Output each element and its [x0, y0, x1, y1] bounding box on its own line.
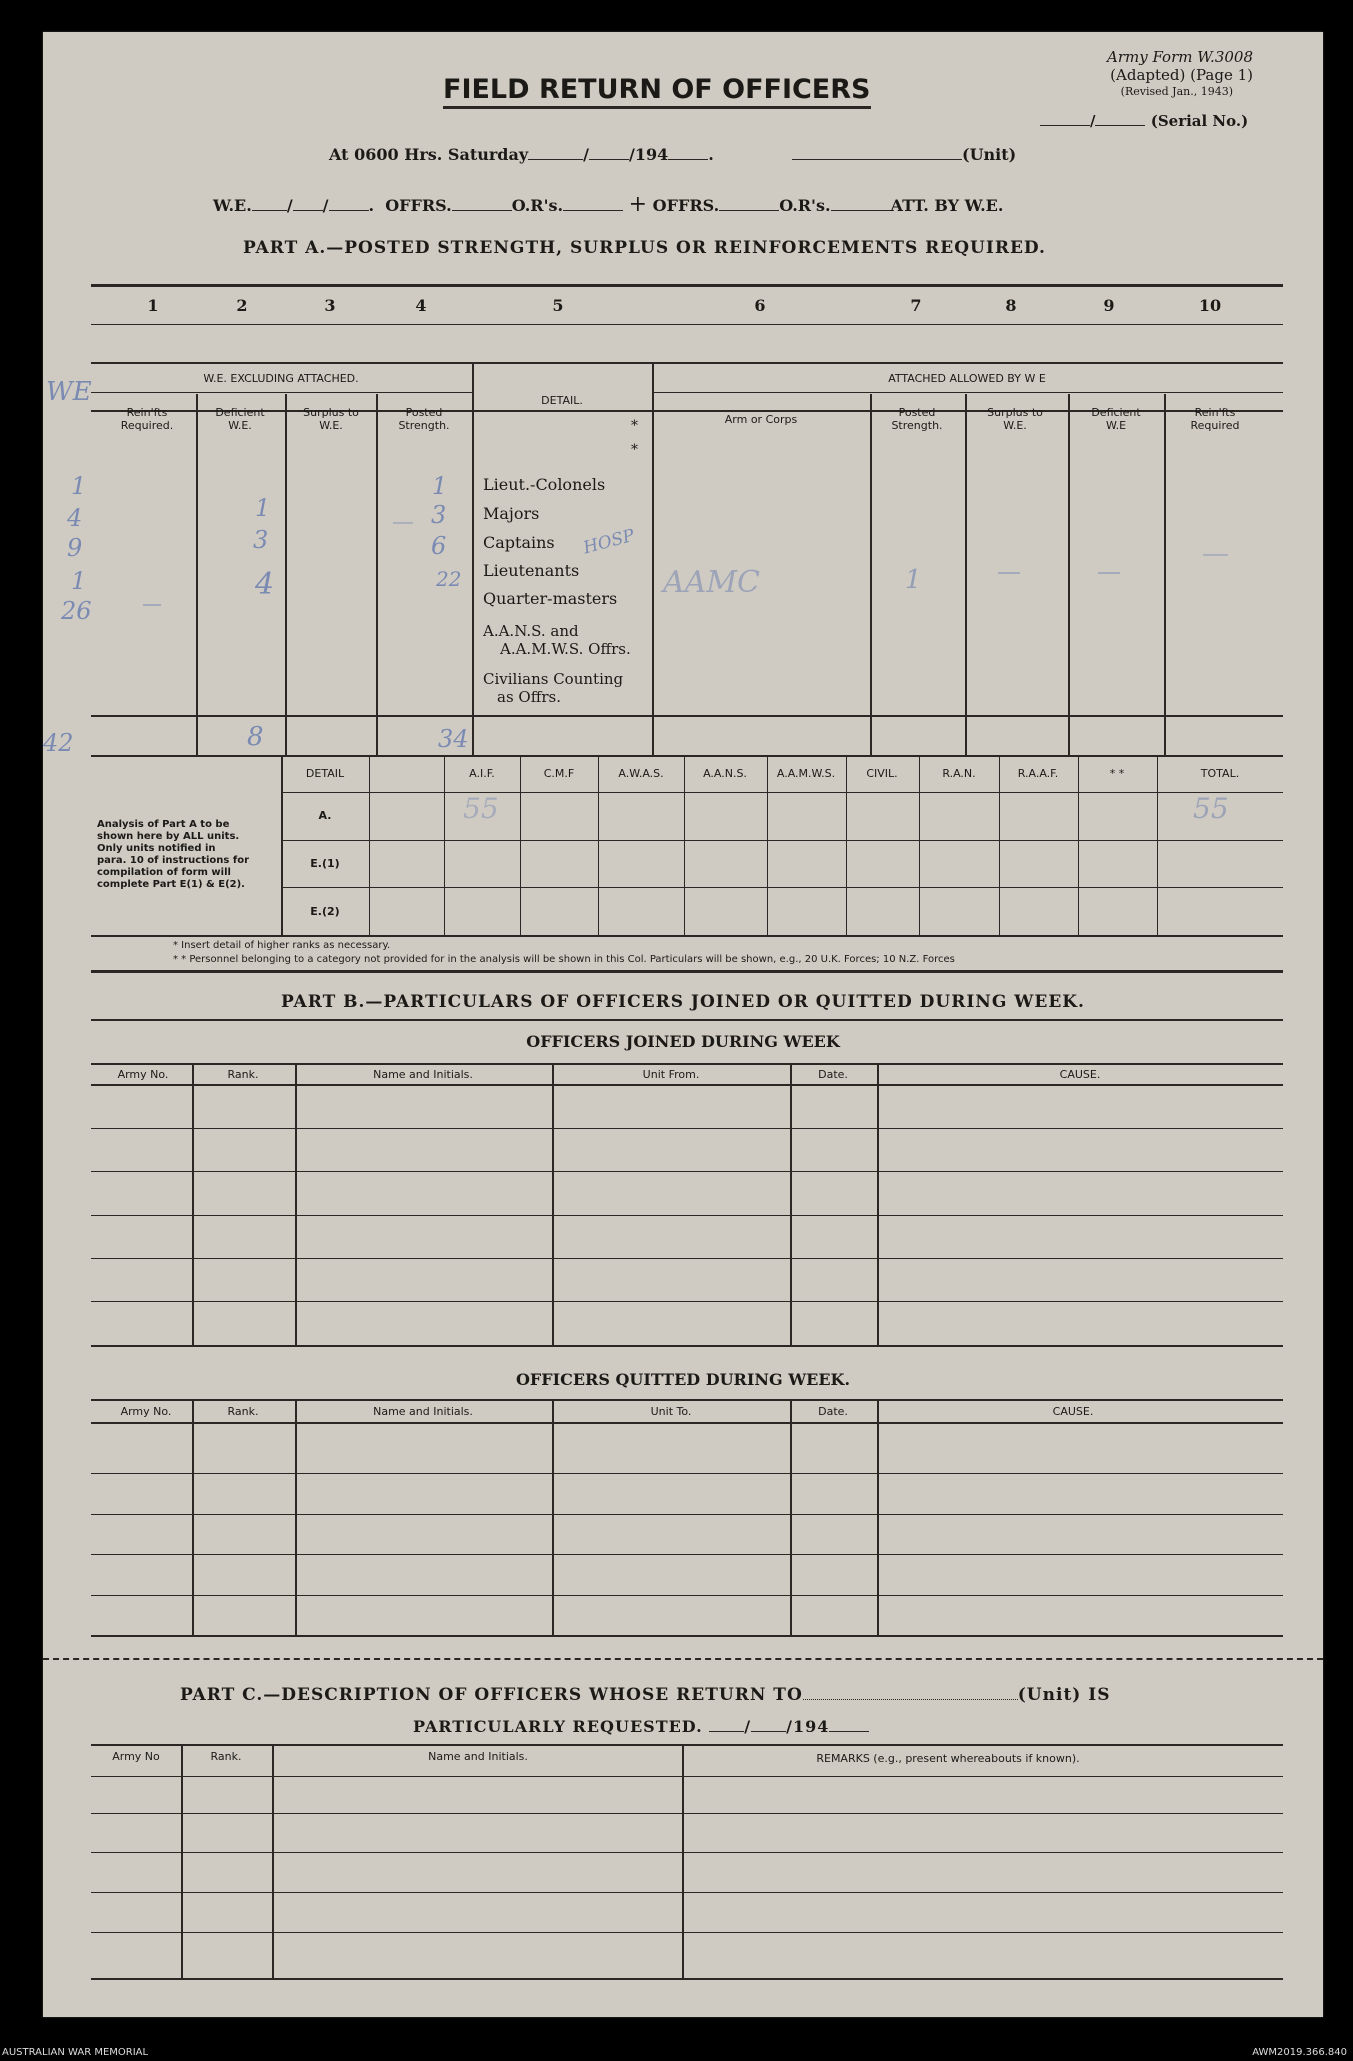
rank-aans-line1: A.A.N.S. and	[483, 622, 579, 640]
analysis-note: Analysis of Part A to be shown here by ALL units. Only units notified in para. 10 of instructions for compilation of form will complete Part E(1) & E(2).	[97, 819, 250, 890]
quitted-col-unit-to: Unit To.	[650, 1405, 692, 1418]
surplus-we-header: Surplus to W.E.	[303, 406, 359, 432]
part-c-title-text: PART C.—DESCRIPTION OF OFFICERS WHOSE RETURN TO	[180, 1685, 803, 1705]
handwritten-col1-total: 42	[43, 729, 74, 757]
part-c-col-name: Name and Initials.	[428, 1750, 528, 1763]
part-c-requested-line: PARTICULARLY REQUESTED. / /194	[413, 1717, 869, 1736]
handwritten-col2-2: 3	[253, 526, 269, 554]
col-number-6: 6	[754, 296, 766, 315]
date-year-label: /194	[628, 145, 669, 164]
part-c-unit-field[interactable]	[803, 1699, 1018, 1700]
part-b-title: PART B.—PARTICULARS OF OFFICERS JOINED OR QUITTED DURING WEEK.	[281, 992, 1085, 1012]
handwritten-col4-4: 22	[436, 567, 462, 591]
part-c-requested-label: PARTICULARLY REQUESTED.	[413, 1717, 703, 1736]
handwritten-col1-3: 9	[67, 534, 83, 562]
ors-label: O.R's.	[511, 196, 564, 215]
rank-aans-line2: A.A.M.W.S. Offrs.	[500, 640, 631, 658]
handwritten-col2-total: 8	[247, 722, 264, 752]
rank-majors: Majors	[483, 504, 540, 523]
col-number-5: 5	[552, 296, 564, 315]
handwritten-col1-1: 1	[71, 472, 87, 500]
att-by-we-label: ATT. BY W.E.	[890, 196, 1004, 215]
we-label: W.E.	[213, 196, 252, 215]
part-c-col-remarks: REMARKS (e.g., present whereabouts if known).	[816, 1752, 1080, 1765]
handwritten-we: WE	[46, 377, 92, 407]
form-revised: (Revised Jan., 1943)	[1120, 85, 1233, 98]
part-c-col-army-no: Army No	[112, 1750, 160, 1763]
quitted-col-army-no: Army No.	[120, 1405, 172, 1418]
handwritten-col2-1: 1	[255, 494, 271, 522]
part-c-col-rank: Rank.	[210, 1750, 242, 1763]
col-number-1: 1	[147, 296, 159, 315]
analysis-header-raaf: R.A.A.F.	[1017, 767, 1059, 780]
deficient-we-att-header: Deficient W.E	[1091, 406, 1141, 432]
tear-off-line	[43, 1658, 1323, 1660]
analysis-header-cmf: C.M.F	[543, 767, 575, 780]
analysis-row-e2: E.(2)	[310, 905, 340, 918]
posted-strength-att-header: Posted Strength.	[891, 406, 943, 432]
serial-no-label: (Serial No.)	[1150, 112, 1249, 130]
joined-col-unit-from: Unit From.	[642, 1068, 700, 1081]
unit-label: (Unit)	[962, 145, 1017, 164]
surplus-we-att-header: Surplus to W.E.	[987, 406, 1043, 432]
col-number-4: 4	[415, 296, 427, 315]
analysis-header-total: TOTAL.	[1200, 767, 1240, 780]
col-number-9: 9	[1103, 296, 1115, 315]
we-excluding-attached-header: W.E. EXCLUDING ATTACHED.	[203, 372, 359, 385]
joined-col-army-no: Army No.	[117, 1068, 169, 1081]
footnote-star: * Insert detail of higher ranks as necessary.	[173, 940, 391, 951]
handwritten-col4-2: 3	[431, 501, 447, 529]
quitted-col-name: Name and Initials.	[373, 1405, 473, 1418]
form-number: Army Form W.3008	[1107, 48, 1253, 66]
at-hrs-label: At 0600 Hrs. Saturday	[329, 145, 529, 164]
handwritten-aif-a: 55	[463, 792, 499, 825]
date-month-field[interactable]	[589, 159, 629, 160]
analysis-header-other: * *	[1109, 767, 1125, 780]
analysis-header-civil: CIVIL.	[866, 767, 898, 780]
page-title: FIELD RETURN OF OFFICERS	[443, 74, 871, 109]
date-day-field[interactable]	[528, 159, 583, 160]
handwritten-col4-1: 1	[432, 472, 448, 500]
joined-col-rank: Rank.	[227, 1068, 259, 1081]
handwritten-col1-2: 4	[67, 504, 83, 532]
unit-field[interactable]	[792, 145, 1016, 164]
handwritten-col7: 1	[905, 565, 922, 595]
col-number-10: 10	[1198, 296, 1222, 315]
part-a-title: PART A.—POSTED STRENGTH, SURPLUS OR REINFORCEMENTS REQUIRED.	[243, 238, 1046, 258]
handwritten-col1-4: 1	[71, 567, 87, 595]
arm-or-corps-header: Arm or Corps	[724, 413, 798, 426]
analysis-header-aans: A.A.N.S.	[703, 767, 747, 780]
star-row-2: *	[631, 442, 638, 458]
joined-title: OFFICERS JOINED DURING WEEK	[526, 1032, 840, 1051]
serial-no-field[interactable]: / (Serial No.)	[1040, 112, 1248, 130]
footer-source: AUSTRALIAN WAR MEMORIAL	[2, 2047, 149, 2058]
handwritten-total-a: 55	[1193, 792, 1229, 825]
handwritten-col4-3: 6	[431, 532, 447, 560]
offrs-label: OFFRS.	[385, 196, 452, 215]
joined-col-cause: CAUSE.	[1059, 1068, 1101, 1081]
col-number-8: 8	[1005, 296, 1017, 315]
joined-col-name: Name and Initials.	[373, 1068, 473, 1081]
date-line: At 0600 Hrs. Saturday / /194 .	[329, 145, 714, 164]
analysis-header-ran: R.A.N.	[942, 767, 976, 780]
ors-att-label: O.R's.	[779, 196, 831, 215]
plus-sign: +	[628, 192, 648, 217]
part-c-title	[180, 1685, 1111, 1705]
col-number-3: 3	[324, 296, 336, 315]
handwritten-arm-corps: AAMC	[663, 565, 761, 600]
part-c-unit-label: (Unit) IS	[1017, 1685, 1111, 1705]
analysis-header-aif: A.I.F.	[469, 767, 495, 780]
form-adapted: (Adapted) (Page 1)	[1110, 66, 1253, 84]
footnote-double-star: * * Personnel belonging to a category not provided for in the analysis will be shown in this Col. Particulars will be shown, e.g., 20 U.K. Forces; 10 N.Z. Forces	[173, 954, 955, 965]
part-c-year: /194	[786, 1717, 830, 1736]
quitted-col-cause: CAUSE.	[1052, 1405, 1094, 1418]
rank-civilians-line1: Civilians Counting	[483, 670, 624, 688]
footer-accession: AWM2019.366.840	[1252, 2047, 1347, 2058]
rank-captains: Captains	[483, 533, 555, 552]
offrs-att-label: OFFRS.	[652, 196, 720, 215]
handwritten-col1-5: 26	[61, 597, 92, 625]
joined-col-date: Date.	[818, 1068, 848, 1081]
handwritten-col2-3: 4	[255, 567, 275, 602]
quitted-title: OFFICERS QUITTED DURING WEEK.	[515, 1370, 851, 1389]
star-row-1: *	[631, 418, 638, 434]
reinfts-required-header: Rein'fts Required.	[120, 406, 174, 432]
rank-civilians-line2: as Offrs.	[497, 688, 561, 706]
posted-strength-header: Posted Strength.	[398, 406, 450, 432]
col-number-2: 2	[236, 296, 248, 315]
handwritten-col4-total: 34	[438, 725, 469, 753]
rank-lieutenants: Lieutenants	[483, 561, 580, 580]
rank-quarter-masters: Quarter-masters	[483, 589, 618, 608]
attached-allowed-header: ATTACHED ALLOWED BY W E	[888, 372, 1046, 385]
quitted-col-date: Date.	[818, 1405, 848, 1418]
analysis-row-a: A.	[318, 809, 332, 822]
col-number-7: 7	[910, 296, 922, 315]
analysis-row-e1: E.(1)	[310, 857, 340, 870]
analysis-header-awas: A.W.A.S.	[618, 767, 664, 780]
form-sheet	[43, 32, 1323, 2017]
quitted-col-rank: Rank.	[227, 1405, 259, 1418]
rank-lieut-colonels: Lieut.-Colonels	[483, 475, 606, 494]
we-line: W.E. / / . OFFRS. O.R's. + OFFRS. O.R's. ATT. BY W.E.	[213, 192, 1004, 217]
analysis-header-aamws: A.A.M.W.S.	[776, 767, 836, 780]
handwritten-hosp: HOSP	[581, 525, 637, 559]
detail-header: DETAIL.	[541, 394, 583, 407]
reinfts-required-att-header: Rein'fts Required	[1190, 406, 1240, 432]
analysis-header-detail: DETAIL	[305, 767, 345, 780]
deficient-we-header: Deficient W.E.	[215, 406, 265, 432]
